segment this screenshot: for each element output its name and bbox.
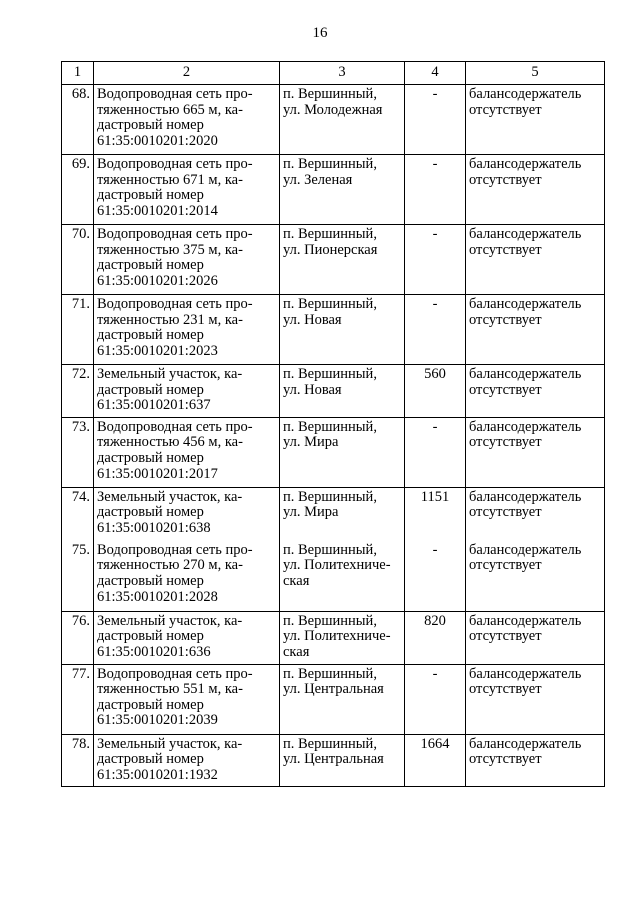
table-row [62,487,605,541]
object-area: - [405,417,466,487]
row-number: 77. [62,664,94,734]
column-header-2: 2 [94,62,280,85]
object-area: - [405,541,466,612]
table-row [62,155,605,225]
object-address: п. Вершинный, ул. Пионерская [280,225,405,295]
object-description: Водопроводная сеть про- тяженностью 375 м, ка- дастровый номер 61:35:0010201:2026 [94,225,280,295]
object-area: - [405,225,466,295]
row-number: 74. [62,487,94,541]
object-description: Водопроводная сеть про- тяженностью 671 м, ка- дастровый номер 61:35:0010201:2014 [94,155,280,225]
object-area: 820 [405,611,466,664]
table-row [62,734,605,787]
object-address: п. Вершинный, ул. Политехниче- ская [280,541,405,612]
balance-holder: балансодержатель отсутствует [466,85,605,155]
balance-holder: балансодержатель отсутствует [466,541,605,612]
object-address: п. Вершинный, ул. Зеленая [280,155,405,225]
object-address: п. Вершинный, ул. Новая [280,295,405,365]
object-address: п. Вершинный, ул. Центральная [280,664,405,734]
object-address: п. Вершинный, ул. Новая [280,365,405,418]
object-area: 1151 [405,487,466,541]
table-header-row [62,62,605,85]
object-area: 1664 [405,734,466,787]
balance-holder: балансодержатель отсутствует [466,664,605,734]
table-row [62,225,605,295]
table-row [62,85,605,155]
table-row [62,365,605,418]
table-row [62,541,605,612]
property-table [61,61,605,787]
row-number: 69. [62,155,94,225]
table-row [62,417,605,487]
row-number: 70. [62,225,94,295]
column-header-4: 4 [405,62,466,85]
object-description: Водопроводная сеть про- тяженностью 270 м, ка- дастровый номер 61:35:0010201:2028 [94,541,280,612]
row-number: 75. [62,541,94,612]
balance-holder: балансодержатель отсутствует [466,487,605,541]
row-number: 72. [62,365,94,418]
object-description: Земельный участок, ка- дастровый номер 61:35:0010201:637 [94,365,280,418]
column-header-1: 1 [62,62,94,85]
object-address: п. Вершинный, ул. Центральная [280,734,405,787]
object-area: - [405,664,466,734]
object-description: Земельный участок, ка- дастровый номер 61:35:0010201:638 [94,487,280,541]
row-number: 78. [62,734,94,787]
balance-holder: балансодержатель отсутствует [466,417,605,487]
table-row [62,611,605,664]
column-header-5: 5 [466,62,605,85]
object-address: п. Вершинный, ул. Молодежная [280,85,405,155]
column-header-3: 3 [280,62,405,85]
object-address: п. Вершинный, ул. Мира [280,487,405,541]
balance-holder: балансодержатель отсутствует [466,295,605,365]
table-row [62,664,605,734]
object-address: п. Вершинный, ул. Политехниче- ская [280,611,405,664]
object-description: Водопроводная сеть про- тяженностью 456 м, ка- дастровый номер 61:35:0010201:2017 [94,417,280,487]
balance-holder: балансодержатель отсутствует [466,365,605,418]
balance-holder: балансодержатель отсутствует [466,225,605,295]
table-row [62,295,605,365]
balance-holder: балансодержатель отсутствует [466,155,605,225]
row-number: 76. [62,611,94,664]
object-description: Водопроводная сеть про- тяженностью 551 м, ка- дастровый номер 61:35:0010201:2039 [94,664,280,734]
row-number: 73. [62,417,94,487]
object-address: п. Вершинный, ул. Мира [280,417,405,487]
row-number: 71. [62,295,94,365]
object-area: 560 [405,365,466,418]
object-area: - [405,85,466,155]
object-description: Земельный участок, ка- дастровый номер 61:35:0010201:1932 [94,734,280,787]
object-area: - [405,155,466,225]
object-area: - [405,295,466,365]
object-description: Водопроводная сеть про- тяженностью 665 м, ка- дастровый номер 61:35:0010201:2020 [94,85,280,155]
page-number: 16 [312,25,328,41]
object-description: Земельный участок, ка- дастровый номер 61:35:0010201:636 [94,611,280,664]
object-description: Водопроводная сеть про- тяженностью 231 м, ка- дастровый номер 61:35:0010201:2023 [94,295,280,365]
balance-holder: балансодержатель отсутствует [466,611,605,664]
balance-holder: балансодержатель отсутствует [466,734,605,787]
row-number: 68. [62,85,94,155]
